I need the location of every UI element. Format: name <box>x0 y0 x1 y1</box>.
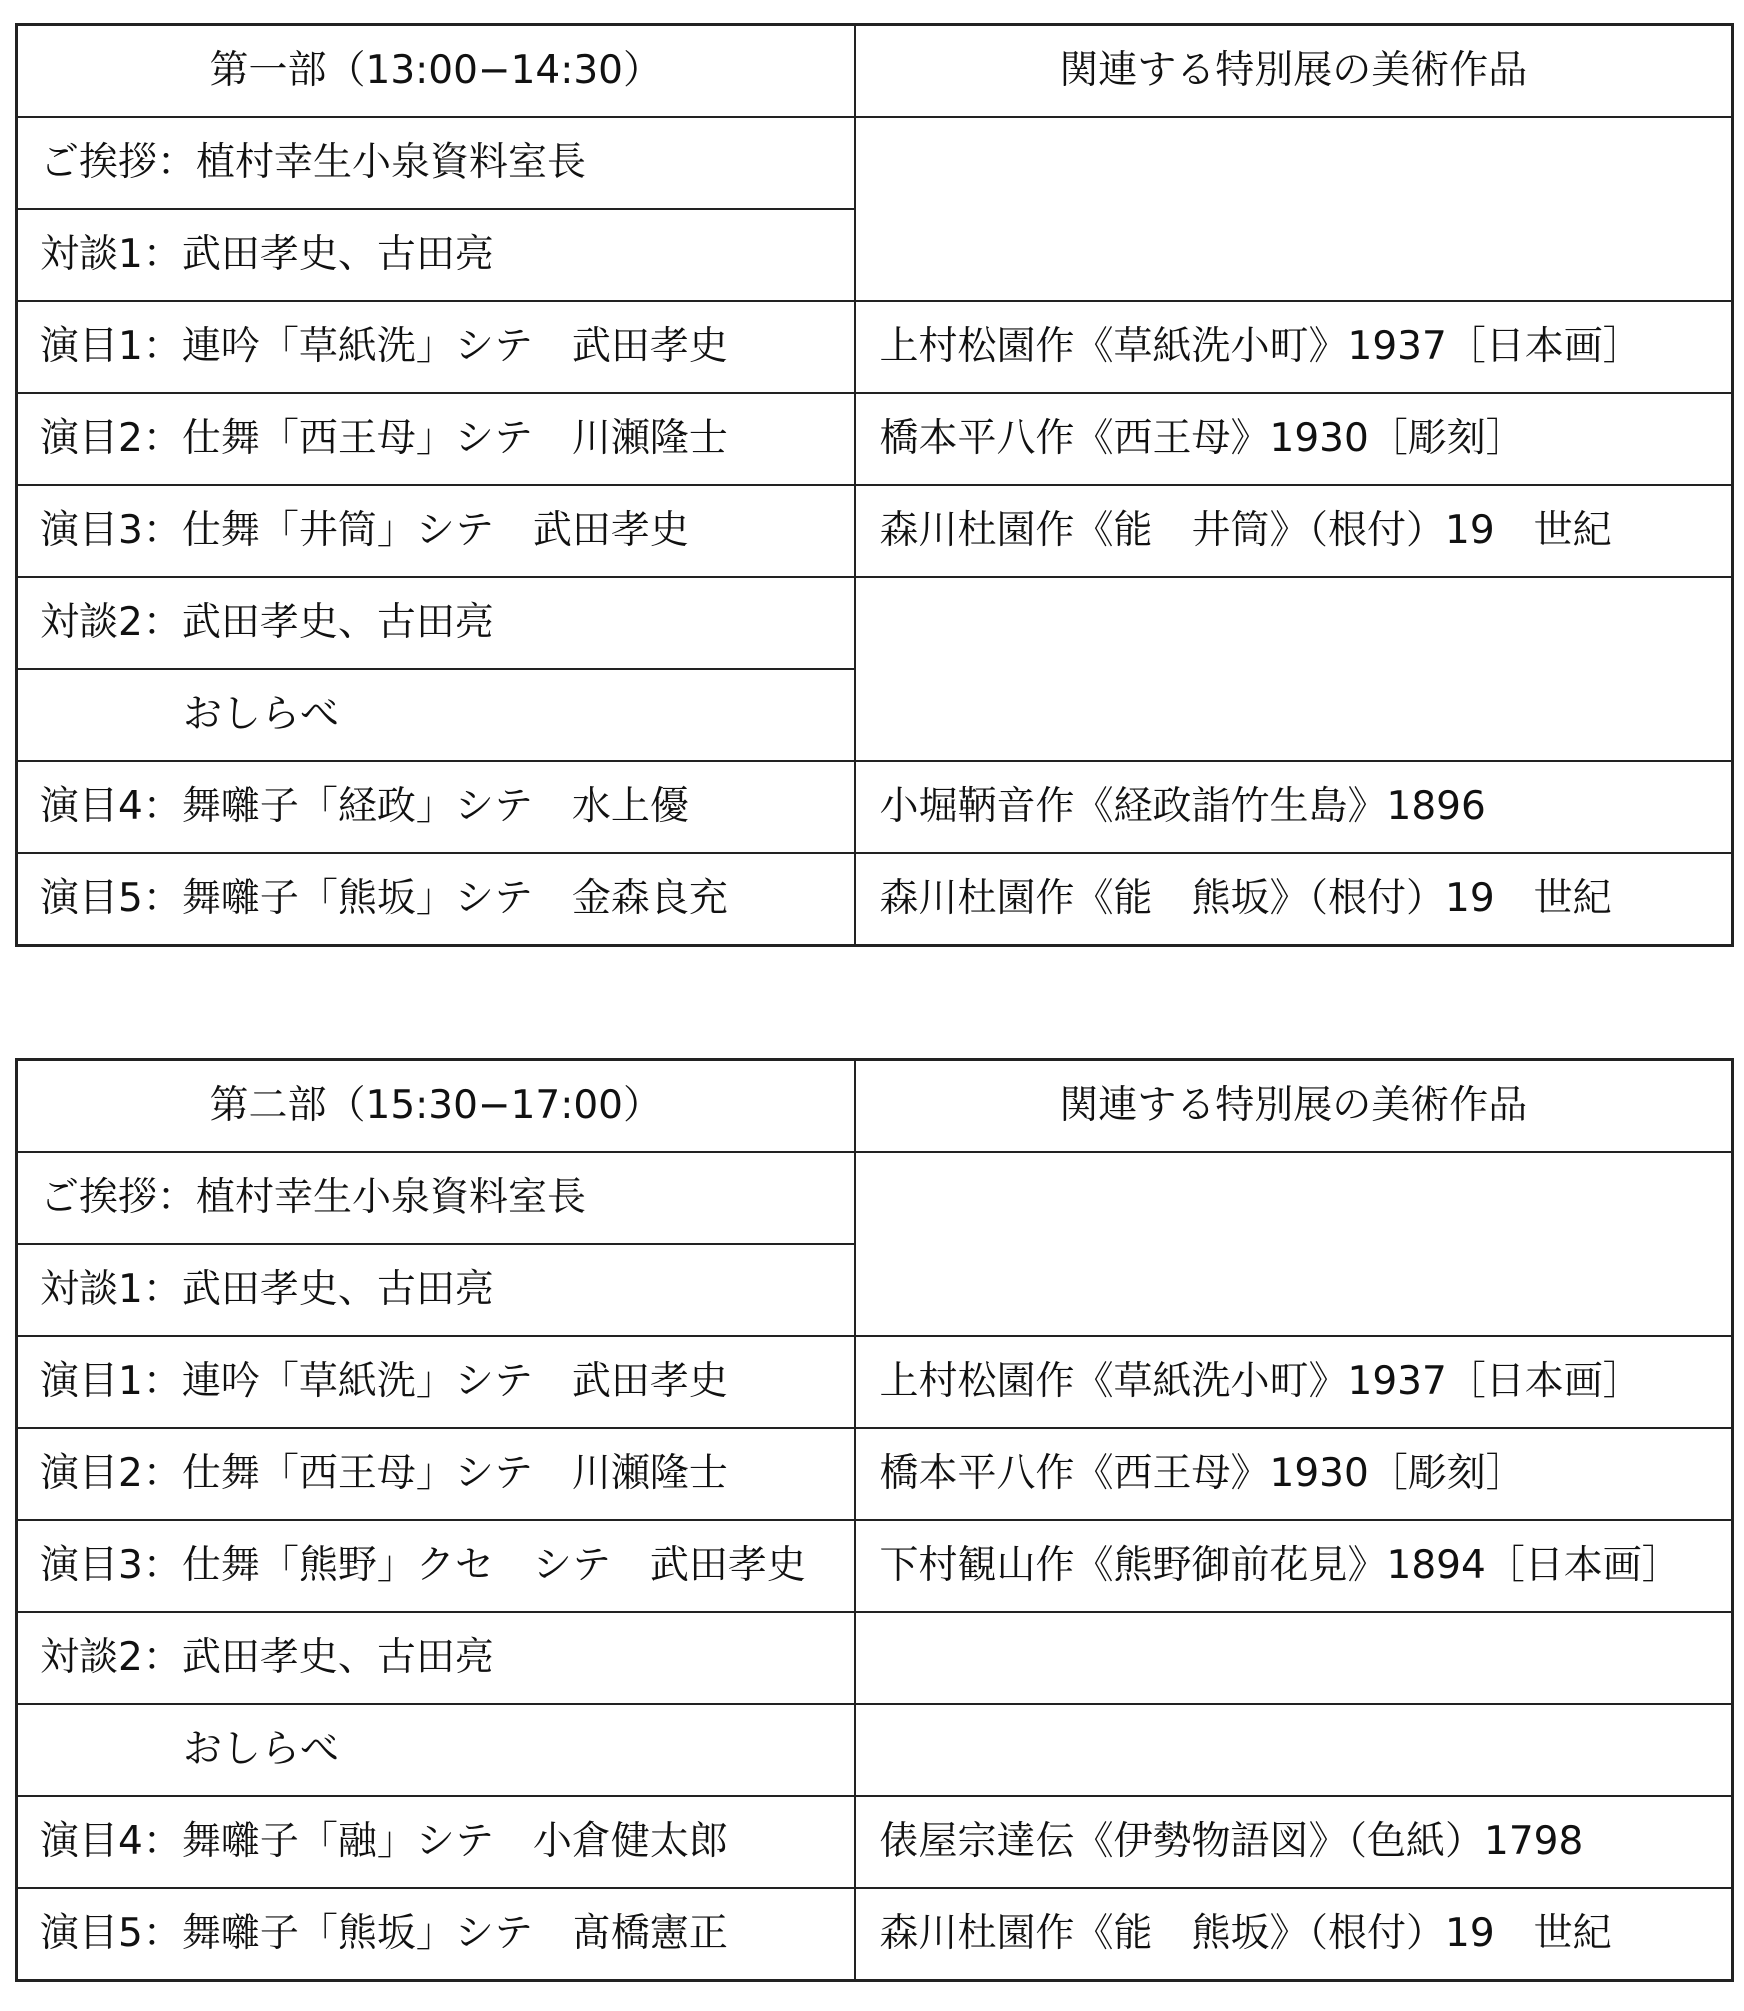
part-time: （13:00−14:30） <box>326 47 662 93</box>
piece2-cell: 演目2：仕舞「西王母」シテ 川瀬隆士 <box>17 393 855 485</box>
piece5-cell: 演目5：舞囃子「熊坂」シテ 髙橋憲正 <box>17 1888 855 1981</box>
work2-cell: 橋本平八作《西王母》1930［彫刻］ <box>855 393 1733 485</box>
table-row <box>17 1612 1733 1704</box>
talk1-cell: 対談1：武田孝史、古田亮 <box>17 209 855 301</box>
table-row <box>17 853 1733 946</box>
table-row <box>17 1152 1733 1244</box>
oshirabe-cell: おしらべ <box>17 1704 855 1796</box>
work1-cell: 上村松園作《草紙洗小町》1937［日本画］ <box>855 301 1733 393</box>
table-row <box>17 1796 1733 1888</box>
program-table-part1 <box>15 23 1734 947</box>
talk2-cell: 対談2：武田孝史、古田亮 <box>17 1612 855 1704</box>
piece1-cell: 演目1：連吟「草紙洗」シテ 武田孝史 <box>17 1336 855 1428</box>
piece4-cell: 演目4：舞囃子「融」シテ 小倉健太郎 <box>17 1796 855 1888</box>
work3-cell: 下村観山作《熊野御前花見》1894［日本画］ <box>855 1520 1733 1612</box>
greeting-cell: ご挨拶：植村幸生小泉資料室長 <box>17 1152 855 1244</box>
part-header <box>17 25 855 118</box>
empty-work-cell <box>855 1704 1733 1796</box>
talk2-cell: 対談2：武田孝史、古田亮 <box>17 577 855 669</box>
work4-cell: 小堀鞆音作《経政詣竹生島》1896 <box>855 761 1733 853</box>
works-header: 関連する特別展の美術作品 <box>855 25 1733 118</box>
table-row <box>17 301 1733 393</box>
piece2-cell: 演目2：仕舞「西王母」シテ 川瀬隆士 <box>17 1428 855 1520</box>
work1-cell: 上村松園作《草紙洗小町》1937［日本画］ <box>855 1336 1733 1428</box>
table-row <box>17 117 1733 209</box>
table-header-row <box>17 1060 1733 1153</box>
table-row <box>17 761 1733 853</box>
table-row <box>17 1520 1733 1612</box>
table-row <box>17 577 1733 669</box>
greeting-cell: ご挨拶：植村幸生小泉資料室長 <box>17 117 855 209</box>
works-header: 関連する特別展の美術作品 <box>855 1060 1733 1153</box>
oshirabe-cell: おしらべ <box>17 669 855 761</box>
talk1-cell: 対談1：武田孝史、古田亮 <box>17 1244 855 1336</box>
work2-cell: 橋本平八作《西王母》1930［彫刻］ <box>855 1428 1733 1520</box>
table-header-row <box>17 25 1733 118</box>
empty-work-cell <box>855 577 1733 761</box>
empty-work-cell <box>855 1612 1733 1704</box>
table-row <box>17 485 1733 577</box>
piece4-cell: 演目4：舞囃子「経政」シテ 水上優 <box>17 761 855 853</box>
table-row <box>17 1888 1733 1981</box>
work5-cell: 森川杜園作《能 熊坂》（根付）19 世紀 <box>855 853 1733 946</box>
table-row <box>17 393 1733 485</box>
part-title: 第二部 <box>209 1082 327 1128</box>
program-table-part2 <box>15 1058 1734 1982</box>
piece1-cell: 演目1：連吟「草紙洗」シテ 武田孝史 <box>17 301 855 393</box>
piece3-cell: 演目3：仕舞「熊野」クセ シテ 武田孝史 <box>17 1520 855 1612</box>
piece3-cell: 演目3：仕舞「井筒」シテ 武田孝史 <box>17 485 855 577</box>
table-row <box>17 1704 1733 1796</box>
table-row <box>17 1428 1733 1520</box>
part-title: 第一部 <box>209 47 327 93</box>
empty-work-cell <box>855 1152 1733 1336</box>
part-header <box>17 1060 855 1153</box>
work3-cell: 森川杜園作《能 井筒》（根付）19 世紀 <box>855 485 1733 577</box>
part-time: （15:30−17:00） <box>326 1082 662 1128</box>
table-row <box>17 1336 1733 1428</box>
work4-cell: 俵屋宗達伝《伊勢物語図》（色紙）1798 <box>855 1796 1733 1888</box>
empty-work-cell <box>855 117 1733 301</box>
work5-cell: 森川杜園作《能 熊坂》（根付）19 世紀 <box>855 1888 1733 1981</box>
piece5-cell: 演目5：舞囃子「熊坂」シテ 金森良充 <box>17 853 855 946</box>
